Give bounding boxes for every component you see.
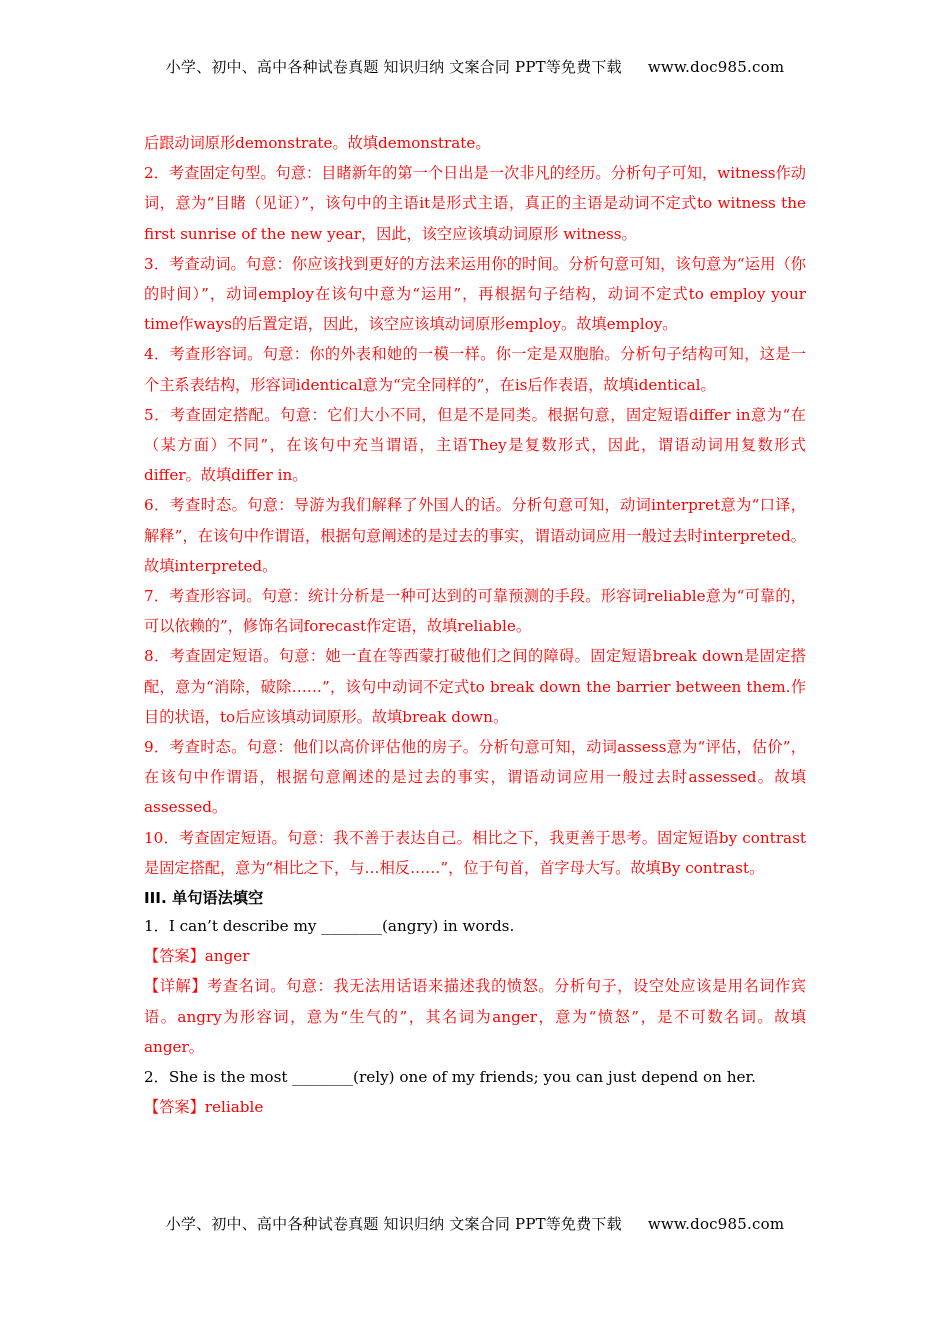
- explanation-5: 5．考查固定搭配。句意：它们大小不同，但是不是同类。根据句意，固定短语differ in意为“在（某方面）不同”，在该句中充当谓语，主语They是复数形式，因此，谓语动词用复数形式differ。故填differ in。: [144, 405, 806, 485]
- question-2: 2．She is the most ________(rely) one of my friends; you can just depend on her.: [144, 1068, 756, 1087]
- explanation-7: 7．考查形容词。句意：统计分析是一种可达到的可靠预测的手段。形容词reliable意为“可靠的，可以依赖的”，修饰名词forecast作定语，故填reliable。: [144, 587, 806, 636]
- answer-2-value: reliable: [204, 1098, 264, 1117]
- section-title: III. 单句语法填空: [144, 889, 264, 908]
- footer-site-link[interactable]: www.doc985.com: [647, 1215, 785, 1233]
- explanation-6: 6．考查时态。句意：导游为我们解释了外国人的话。分析句意可知，动词interpret意为“口译，解释”，在该句中作谓语，根据句意阐述的是过去的事实，谓语动词应用一般过去时interpreted。故填interpreted。: [144, 496, 806, 575]
- answer-1: [144, 941, 806, 971]
- detail-1: [144, 971, 806, 1062]
- header-text: 小学、初中、高中各种试卷真题 知识归纳 文案合同 PPT等免费下载: [165, 58, 622, 76]
- answer-2: [144, 1092, 806, 1122]
- explanation-2: 2．考查固定句型。句意：目睹新年的第一个日出是一次非凡的经历。分析句子可知，witness作动词，意为“目睹（见证）”，该句中的主语it是形式主语，真正的主语是动词不定式to witness the first sunrise of the new year，因此，该空应该填动词原形 witness。: [144, 164, 806, 243]
- answer-1-value: anger: [204, 947, 250, 966]
- explanation-1-tail: 后跟动词原形demonstrate。故填demonstrate。: [144, 134, 491, 152]
- page-footer: [0, 1213, 950, 1234]
- detail-1-tag: 【详解】: [144, 977, 208, 996]
- explanation-4: 4．考查形容词。句意：你的外表和她的一模一样。你一定是双胞胎。分析句子结构可知，这是一个主系表结构，形容词identical意为“完全同样的”，在is后作表语，故填identical。: [144, 345, 806, 394]
- answer-2-tag: 【答案】: [144, 1098, 205, 1117]
- question-1: 1．I can’t describe my ________(angry) in words.: [144, 917, 515, 936]
- main-content: [144, 128, 806, 1123]
- header-site-link[interactable]: www.doc985.com: [647, 58, 785, 76]
- footer-text: 小学、初中、高中各种试卷真题 知识归纳 文案合同 PPT等免费下载: [165, 1215, 622, 1233]
- explanation-3: 3．考查动词。句意：你应该找到更好的方法来运用你的时间。分析句意可知，该句意为“运用（你的时间）”，动词employ在该句中意为“运用”，再根据句子结构，动词不定式to employ your time作ways的后置定语，因此，该空应该填动词原形employ。故填employ。: [144, 254, 806, 334]
- detail-1-text: 考查名词。句意：我无法用话语来描述我的愤怒。分析句子，设空处应该是用名词作宾语。angry为形容词，意为“生气的”，其名词为anger，意为“愤怒”，是不可数名词。故填anger。: [144, 977, 807, 1056]
- page-header: [0, 56, 950, 77]
- explanation-8: 8．考查固定短语。句意：她一直在等西蒙打破他们之间的障碍。固定短语break down是固定搭配，意为“消除，破除……”，该句中动词不定式to break down the barrier between them.作目的状语，to后应该填动词原形。故填break down。: [144, 647, 806, 726]
- answer-1-tag: 【答案】: [144, 947, 205, 966]
- explanation-9: 9．考查时态。句意：他们以高价评估他的房子。分析句意可知，动词assess意为“评估，估价”，在该句中作谓语，根据句意阐述的是过去的事实，谓语动词应用一般过去时assessed。故填assessed。: [144, 738, 806, 817]
- explanation-10: 10．考查固定短语。句意：我不善于表达自己。相比之下，我更善于思考。固定短语by contrast是固定搭配，意为“相比之下，与…相反……”，位于句首，首字母大写。故填By contrast。: [144, 828, 806, 877]
